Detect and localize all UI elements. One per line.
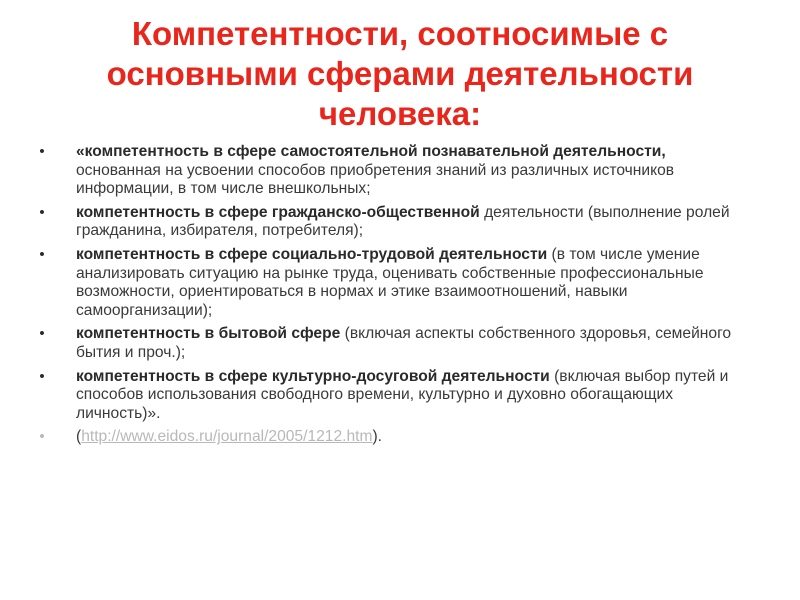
bullet-icon: • bbox=[39, 245, 45, 263]
item-bold-text: компетентность в сфере гражданско-общественной bbox=[76, 203, 480, 221]
source-open-paren: ( bbox=[76, 428, 82, 446]
item-text: (включая выбор путей и способов использования свободного времени, культурно и духовно обогащающих личность)». bbox=[76, 367, 729, 422]
list-item bbox=[39, 367, 736, 424]
item-text: основанная на усвоении способов приобретения знаний из различных источников информации, в том числе внешкольных; bbox=[76, 161, 675, 198]
source-close-paren: ). bbox=[372, 428, 382, 446]
item-bold-text: компетентность в сфере культурно-досуговой деятельности bbox=[76, 367, 550, 385]
bullet-icon: • bbox=[39, 325, 45, 343]
slide-title: Компетентности, соотносимые с основными сферами деятельности человека: bbox=[106, 15, 694, 132]
list-item bbox=[39, 325, 736, 362]
item-bold-text: компетентность в сфере социально-трудовой деятельности bbox=[76, 245, 548, 263]
item-text: (в том числе умение анализировать ситуацию на рынке труда, оценивать собственные профессиональные возможности, ориентироваться в нормах и этике взаимоотношений, навыки самоорганизации); bbox=[76, 245, 704, 319]
item-text: деятельности (выполнение ролей гражданина, избирателя, потребителя); bbox=[76, 203, 730, 240]
item-text: (включая аспекты собственного здоровья, семейного бытия и проч.); bbox=[76, 325, 732, 361]
competence-list bbox=[39, 143, 736, 452]
bullet-icon: • bbox=[39, 367, 45, 385]
item-bold-text: компетентность в бытовой сфере bbox=[76, 325, 341, 343]
bullet-icon: • bbox=[39, 428, 45, 446]
item-bold-text: «компетентность в сфере самостоятельной познавательной деятельности, bbox=[76, 143, 666, 160]
bullet-icon: • bbox=[39, 203, 45, 221]
list-item bbox=[39, 143, 736, 199]
bullet-icon: • bbox=[39, 143, 45, 160]
source-item bbox=[39, 428, 736, 447]
list-item bbox=[39, 245, 736, 320]
source-link[interactable]: http://www.eidos.ru/journal/2005/1212.htm bbox=[81, 428, 373, 446]
list-item bbox=[39, 203, 736, 241]
